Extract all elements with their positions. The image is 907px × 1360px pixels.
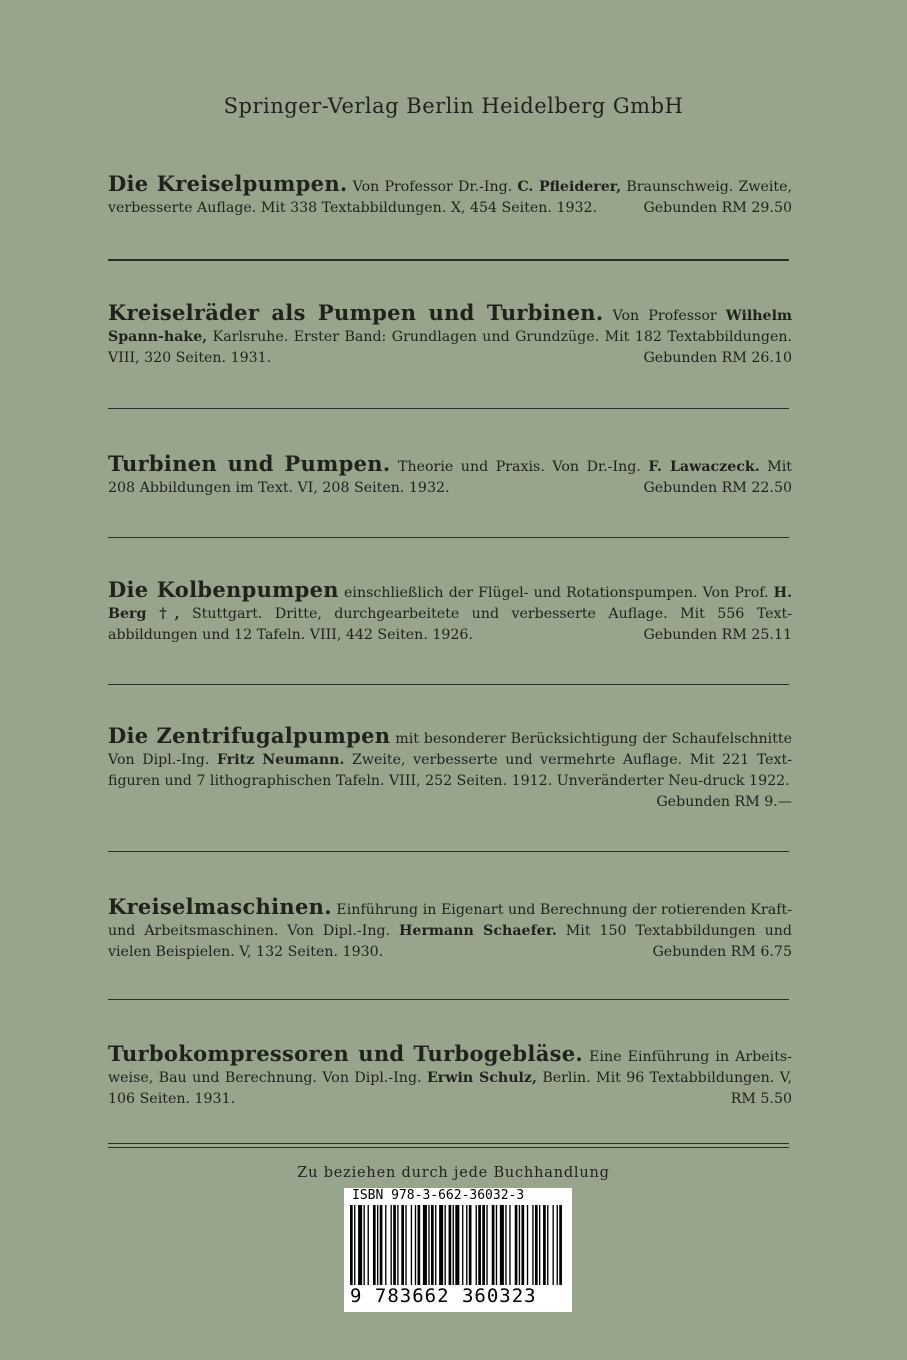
book-desc-a: Von Professor Dr.-Ing.	[352, 179, 513, 195]
barcode-bar	[350, 1205, 353, 1285]
book-price: Gebunden RM 26.10	[643, 350, 792, 366]
barcode-bar	[553, 1205, 554, 1285]
barcode-bar	[535, 1205, 538, 1285]
barcode-bar	[500, 1205, 504, 1285]
divider	[108, 259, 789, 261]
barcode-bar	[543, 1205, 546, 1285]
barcode-bar	[449, 1205, 452, 1285]
barcode-bar	[557, 1205, 558, 1285]
publisher-name: Springer-Verlag Berlin Heidelberg GmbH	[223, 94, 684, 118]
barcode-bar	[373, 1205, 376, 1285]
book-title: Die Kreiselpumpen.	[108, 171, 348, 196]
book-entry	[108, 173, 792, 219]
book-desc-b: Berlin. Mit 96 Textabbildungen. V, 106 Seiten. 1931.	[108, 1070, 792, 1107]
barcode-bar	[439, 1205, 443, 1285]
book-entry	[108, 453, 792, 499]
book-price: RM 5.50	[730, 1091, 792, 1107]
book-desc-b: Karlsruhe. Erster Band: Grundlagen und Grundzüge. Mit 182 Textabbildungen. VIII, 320 Seiten. 1931.	[108, 329, 792, 366]
book-author: C. Pfleiderer,	[517, 179, 622, 195]
book-desc-b: Mit 208 Abbildungen im Text. VI, 208 Seiten. 1932.	[108, 459, 792, 496]
barcode-bar	[431, 1205, 434, 1285]
barcode-bar	[482, 1205, 485, 1285]
barcode-bars	[350, 1205, 566, 1285]
divider-double	[108, 1143, 789, 1148]
book-author: H. Berg †,	[108, 585, 793, 622]
book-author: Fritz Neumann.	[216, 752, 345, 768]
book-title: Kreiselmaschinen.	[108, 894, 332, 919]
barcode-bar	[418, 1205, 421, 1285]
book-desc-a: einschließlich der Flügel- und Rotationspumpen. Von Prof.	[344, 585, 769, 601]
barcode-bar	[486, 1205, 487, 1285]
divider	[108, 851, 789, 852]
barcode-bar	[358, 1205, 362, 1285]
book-desc-b: Braunschweig. Zweite,	[626, 179, 793, 195]
barcode-bar	[423, 1205, 427, 1285]
barcode-bar	[405, 1205, 406, 1285]
barcode-bar	[509, 1205, 510, 1285]
divider	[108, 408, 789, 409]
barcode-bar	[547, 1205, 548, 1285]
book-author: F. Lawaczeck.	[648, 459, 760, 475]
barcode-bar	[397, 1205, 398, 1285]
book-entry	[108, 302, 792, 369]
book-entry	[108, 1043, 792, 1110]
barcode-bar	[527, 1205, 528, 1285]
barcode-bar	[445, 1205, 446, 1285]
divider	[108, 999, 789, 1000]
book-title: Kreiselräder als Pumpen und Turbinen.	[108, 300, 604, 325]
barcode-bar	[492, 1205, 495, 1285]
book-desc-a: mit besonderer Berücksichtigung der Schaufelschnitte Von Dipl.-Ing.	[108, 731, 793, 768]
barcode-bar	[377, 1205, 378, 1285]
barcode-bar	[354, 1205, 355, 1285]
book-price: Gebunden RM 6.75	[652, 944, 792, 960]
barcode-bar	[519, 1205, 520, 1285]
barcode-bar	[391, 1205, 392, 1285]
barcode-bar	[364, 1205, 365, 1285]
barcode-bar	[385, 1205, 386, 1285]
book-title: Die Zentrifugalpumpen	[108, 723, 391, 748]
barcode-bar	[435, 1205, 436, 1285]
isbn-label: ISBN 978-3-662-36032-3	[352, 1188, 525, 1203]
barcode	[344, 1188, 572, 1312]
book-desc-a: Eine Einführung in Arbeits-weise, Bau und Berechnung. Von Dipl.-Ing.	[108, 1049, 792, 1086]
book-price: Gebunden RM 29.50	[643, 200, 792, 216]
barcode-bar	[466, 1205, 467, 1285]
barcode-bar	[368, 1205, 369, 1285]
barcode-bar	[380, 1205, 383, 1285]
book-price: Gebunden RM 25.11	[643, 627, 792, 643]
barcode-bar	[505, 1205, 506, 1285]
barcode-bar	[532, 1205, 533, 1285]
barcode-bar	[539, 1205, 540, 1285]
book-author: Hermann Schaefer.	[399, 923, 557, 939]
book-title: Turbinen und Pumpen.	[108, 451, 391, 476]
book-desc-b: Mit 150 Textabbildungen und vielen Beispielen. V, 132 Seiten. 1930.	[108, 923, 792, 960]
book-desc-b: Zweite, verbesserte und vermehrte Auflage. Mit 221 Text-figuren und 7 lithographischen Tafeln. VIII, 252 Seiten. 1912. Unveränderter Neu-druck 1922.	[108, 752, 792, 789]
barcode-bar	[411, 1205, 412, 1285]
barcode-bar	[478, 1205, 481, 1285]
barcode-bar	[515, 1205, 518, 1285]
barcode-digits: 9 783662 360323	[350, 1285, 537, 1307]
book-author: Wilhelm Spann-hake,	[108, 308, 792, 345]
barcode-bar	[559, 1205, 562, 1285]
book-desc-line2: verbesserte Auflage. Mit 338 Textabbildungen. X, 454 Seiten. 1932.	[108, 200, 598, 216]
book-entry	[108, 579, 792, 646]
book-desc-b: Stuttgart. Dritte, durchgearbeitete und verbesserte Auflage. Mit 556 Text-abbildungen und 12 Tafeln. VIII, 442 Seiten. 1926.	[108, 606, 792, 643]
barcode-bar	[401, 1205, 404, 1285]
barcode-bar	[453, 1205, 454, 1285]
book-author: Erwin Schulz,	[426, 1070, 537, 1086]
book-price: Gebunden RM 9.—	[656, 794, 792, 810]
book-desc-a: Von Professor	[612, 308, 717, 324]
barcode-bar	[462, 1205, 463, 1285]
book-desc-a: Einführung in Eigenart und Berechnung der rotierenden Kraft- und Arbeitsmaschinen. Von Dipl.-Ing.	[108, 902, 792, 939]
book-entry	[108, 896, 792, 963]
barcode-bar	[469, 1205, 472, 1285]
book-title: Die Kolbenpumpen	[108, 577, 339, 602]
book-price: Gebunden RM 22.50	[643, 480, 792, 496]
book-desc-a: Theorie und Praxis. Von Dr.-Ing.	[398, 459, 641, 475]
availability-note: Zu beziehen durch jede Buchhandlung	[297, 1165, 610, 1181]
barcode-bar	[455, 1205, 459, 1285]
divider	[108, 537, 789, 538]
barcode-bar	[476, 1205, 477, 1285]
barcode-bar	[521, 1205, 524, 1285]
barcode-bar	[415, 1205, 416, 1285]
book-title: Turbokompressoren und Turbogebläse.	[108, 1041, 583, 1066]
barcode-bar	[496, 1205, 497, 1285]
book-entry	[108, 725, 792, 813]
barcode-bar	[393, 1205, 396, 1285]
divider	[108, 684, 789, 685]
barcode-bar	[428, 1205, 429, 1285]
